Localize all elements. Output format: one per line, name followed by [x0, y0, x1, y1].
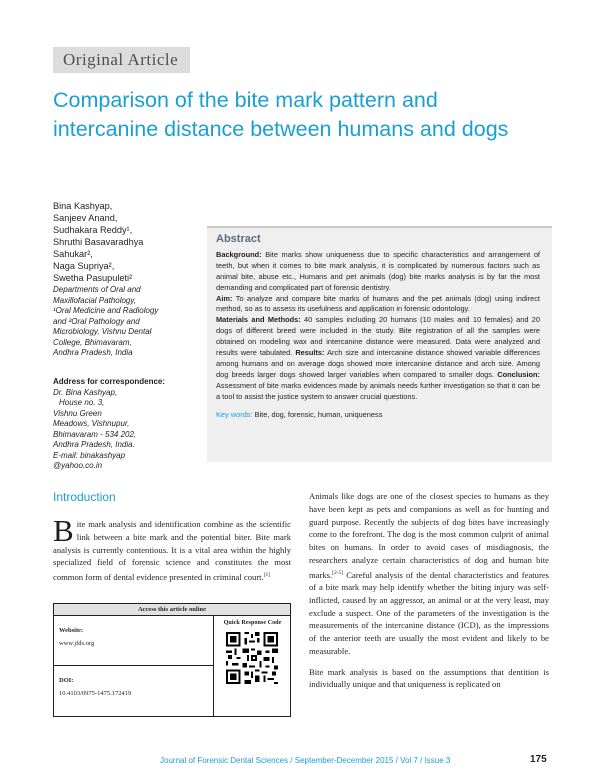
qr-code-icon — [226, 632, 278, 684]
correspondence-email[interactable]: E-mail: binakashyap — [53, 450, 126, 460]
keywords — [216, 410, 540, 421]
author: Sahukar², — [53, 249, 93, 259]
abstract-heading: Abstract — [216, 233, 261, 245]
affiliation-line: Andhra Pradesh, India — [53, 348, 133, 357]
abstract-sentence: To analyze and compare bite marks of humans and the pet animals (dog) using indirect method, so as to assess its usefulness and application in forensic odontology. — [216, 293, 540, 314]
affiliation — [53, 285, 203, 359]
author-list — [53, 200, 203, 359]
author: Sudhakara Reddy¹, — [53, 225, 133, 235]
keywords-label: Key words: — [216, 409, 253, 419]
abstract-label: Results: — [295, 348, 325, 358]
website-link[interactable]: www.jfds.org — [59, 640, 95, 647]
website-label: Website: — [59, 627, 84, 634]
correspondence-line: Vishnu Green — [53, 408, 102, 418]
affiliation-line: Departments of Oral and — [53, 285, 141, 294]
abstract-label: Conclusion: — [497, 369, 540, 379]
access-online-box — [53, 603, 291, 717]
access-heading: Access this article online — [54, 604, 290, 616]
abstract-sentence: Arch size and intercanine distance showed variable differences among humans and on average dogs showed more intercanine distance and arch size. Among dog breeds larger dogs showed larger variables when compared to smaller dogs. — [216, 348, 540, 379]
correspondence-heading: Address for correspondence: — [53, 377, 166, 386]
affiliation-line: College, Bhimavaram, — [53, 337, 132, 347]
correspondence-line: Meadows, Vishnupur, — [53, 419, 130, 428]
abstract-label: Aim: — [216, 293, 233, 303]
doi-value[interactable]: 10.4103/0975-1475.172419 — [59, 690, 132, 697]
paragraph-text: Careful analysis of the dental characteristics and features of a bite mark may help identify whether the biting injury was self-inflicted, caused by an aggressor, an animal or at the very least, may exclude a suspect. One of the parameters of the investigation is the measurements of the intercanine distance (ICD), as the impressions of the anterior teeth are usually the most evident and likely to be measurable. — [309, 569, 549, 656]
affiliation-line: Maxillofacial Pathology, — [53, 295, 137, 305]
correspondence-line: Dr. Bina Kashyap, — [53, 387, 118, 397]
citation[interactable]: [2-5] — [332, 569, 344, 576]
abstract-sentence: Bite marks show uniqueness due to specific characteristics and arrangement of teeth, but when it comes to bite mark analysis, it is complicated by numerous factors such as animal bite, abuse etc., Humans and pet animals (dog) bite marks analysis is by far the most demanding and complicated part of forensic dentistry. — [216, 249, 540, 292]
keywords-text: Bite, dog, forensic, human, uniqueness — [252, 409, 383, 419]
affiliation-line: and ²Oral Pathology and — [53, 316, 140, 326]
correspondence-line: Bhimavaram - 534 202, — [53, 429, 137, 439]
abstract-box — [207, 226, 552, 462]
author: Shruthi Basavaradhya — [53, 237, 144, 247]
paragraph-text: Animals like dogs are one of the closest species to humans as they have been kept as pets and companions as well as for hunting and guard purpose. Recently the subjects of dog bites have increasingly come to the forefront. The dog is the most common culprit of animal bites on humans. In order to avoid cases of misdiagnosis, the researchers analyze certain characteristics of dog and human bite marks. — [309, 491, 549, 580]
author: Sanjeev Anand, — [53, 213, 118, 223]
correspondence-line: Andhra Pradesh, India. — [53, 440, 135, 449]
author: Swetha Pasupuleti² — [53, 273, 133, 283]
page-number: 175 — [530, 754, 547, 765]
correspondence-block — [53, 377, 203, 472]
drop-cap: B — [53, 513, 74, 548]
introduction-right-column — [309, 490, 549, 691]
abstract-text — [216, 250, 540, 403]
author: Bina Kashyap, — [53, 201, 113, 211]
paragraph — [309, 490, 549, 658]
article-type-badge: Original Article — [53, 47, 190, 73]
paragraph: ite mark analysis and identification combine as the scientific link between a bite mark and the potential biter. Bite mark analysis is currently contentious. It is a vital area within the highly specialized field of forensic science and constitutes the most common form of dental evidence presented in criminal court. — [53, 519, 291, 583]
paragraph: Bite mark analysis is based on the assumptions that dentition is individually unique and that uniqueness is replicated on — [309, 666, 549, 690]
introduction-left-column — [53, 513, 291, 584]
correspondence-line: House no. 3, — [59, 398, 105, 407]
qr-label: Quick Response Code — [223, 619, 282, 626]
footer-journal: Journal of Forensic Dental Sciences / September-December 2015 / Vol 7 / Issue 3 — [160, 756, 451, 765]
abstract-sentence: Assessment of bite marks evidences made by animals needs further investigation so that it can be a tool to assist the justice system to answer crucial questions. — [216, 380, 540, 401]
citation[interactable]: [1] — [263, 572, 271, 579]
correspondence-email[interactable]: @yahoo.co.in — [53, 461, 103, 470]
article-title: Comparison of the bite mark pattern and intercanine distance between humans and dogs — [53, 88, 509, 141]
introduction-heading: Introduction — [53, 490, 116, 504]
author: Naga Supriya², — [53, 261, 115, 271]
abstract-sentence: 40 samples including 20 humans (10 males and 10 females) and 20 dogs of different breed were included in the study. Bite registration of all the samples were obtained on modeling wax and intercanine distance were measured. Data were analyzed and results were tabulated. — [216, 315, 540, 358]
abstract-label: Background: — [216, 249, 262, 259]
abstract-label: Materials and Methods: — [216, 315, 301, 325]
doi-label: DOI: — [59, 677, 74, 684]
affiliation-line: Microbiology, Vishnu Dental — [53, 327, 152, 336]
affiliation-line: ¹Oral Medicine and Radiology — [53, 306, 159, 315]
